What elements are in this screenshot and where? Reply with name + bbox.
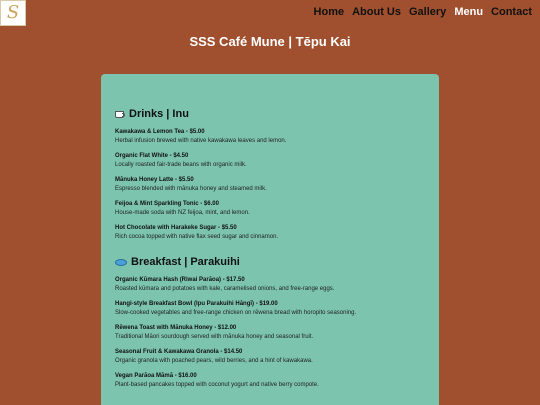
menu-item-title: Hot Chocolate with Harakeke Sugar - $5.50 [115,225,237,231]
menu-item-description: Plant-based pancakes topped with coconut yogurt and native berry compote. [115,382,319,388]
breakfast-heading: Breakfast | Parakuihi [131,256,240,268]
menu-item-description: Organic granola with poached pears, wild berries, and a hint of kawakawa. [115,358,313,364]
logo-glyph: S [6,2,20,23]
plate-icon [115,259,127,266]
menu-item-description: Herbal infusion brewed with native kawakawa leaves and lemon. [115,138,287,144]
menu-item-title: Kawakawa & Lemon Tea - $5.00 [115,129,205,135]
menu-item [115,372,425,390]
nav-contact[interactable]: Contact [491,6,532,18]
menu-item-title: Hangi-style Breakfast Bowl (Ipu Parakuihi Hāngī) - $19.00 [115,301,278,307]
menu-item [115,176,425,194]
menu-item-title: Vegan Parāoa Māmā - $16.00 [115,373,197,379]
breakfast-header [115,256,425,268]
menu-item [115,224,425,242]
menu-item-description: Slow-cooked vegetables and free-range chicken on rēwena bread with horopito seasoning. [115,310,357,316]
menu-item [115,200,425,218]
coffee-cup-icon [115,110,125,118]
page-title: SSS Café Mune | Tēpu Kai [189,34,351,49]
menu-item [115,152,425,170]
nav-home[interactable]: Home [313,6,345,18]
menu-item-title: Organic Kūmara Hash (Riwai Parāoa) - $17.50 [115,277,245,283]
menu-card [101,74,439,405]
breakfast-section [115,256,425,390]
menu-item [115,348,425,366]
menu-item-title: Seasonal Fruit & Kawakawa Granola - $14.50 [115,349,243,355]
menu-item-title: Mānuka Honey Latte - $5.50 [115,177,194,183]
drinks-heading: Drinks | Inu [129,108,189,120]
menu-item [115,128,425,146]
drinks-header [115,108,425,120]
drinks-section [115,108,425,242]
menu-item-title: Feijoa & Mint Sparkling Tonic - $6.00 [115,201,219,207]
menu-item-description: Traditional Māori sourdough served with mānuka honey and seasonal fruit. [115,334,314,340]
menu-item [115,300,425,318]
menu-item-description: Rich cocoa topped with native flax seed sugar and cinnamon. [115,234,279,240]
nav-about-us[interactable]: About Us [352,6,401,18]
menu-item-description: Locally roasted fair-trade beans with organic milk. [115,162,247,168]
nav-gallery[interactable]: Gallery [409,6,447,18]
site-logo[interactable] [0,0,26,26]
menu-item [115,324,425,342]
nav-menu[interactable]: Menu [454,6,484,18]
menu-item [115,276,425,294]
menu-item-title: Rēwena Toast with Mānuka Honey - $12.00 [115,325,237,331]
main-nav [306,6,532,18]
menu-item-description: Roasted kūmara and potatoes with kale, caramelised onions, and free-range eggs. [115,286,335,292]
menu-item-title: Organic Flat White - $4.50 [115,153,189,159]
menu-item-description: House-made soda with NZ feijoa, mint, and lemon. [115,210,250,216]
menu-item-description: Espresso blended with mānuka honey and steamed milk. [115,186,267,192]
